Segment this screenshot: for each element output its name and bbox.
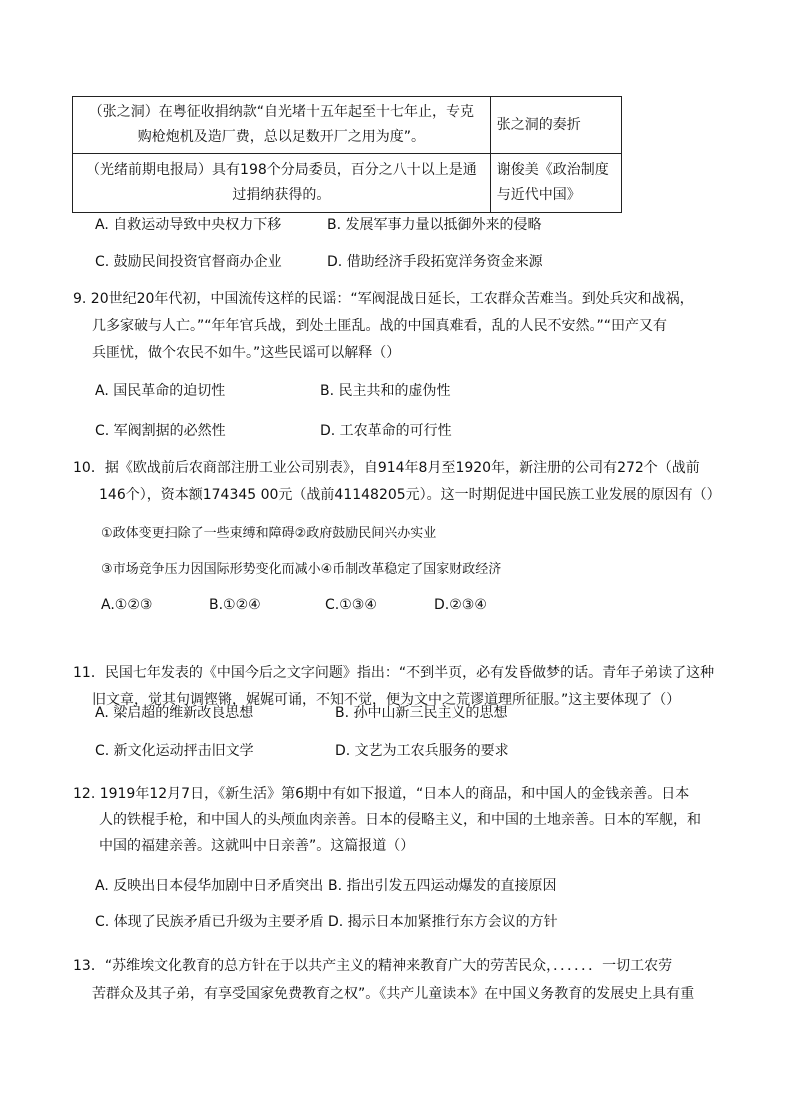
q11-option-b: B. 孙中山新三民主义的思想	[335, 705, 508, 721]
q12-stem-line: 中国的福建亲善。这就叫中日亲善”。这篇报道（）	[99, 838, 415, 854]
q11-stem-line: 旧文章，觉其句调铿锵，娓娓可诵，不知不觉，便为文中之荒谬道理所征服。”这主要体现了（）	[92, 692, 681, 708]
q11-option-c: C. 新文化运动抨击旧文学	[95, 743, 254, 759]
quote-line: 过捐纳获得的。	[232, 187, 331, 203]
q10-statement-line: ③市场竞争压力因国际形势变化而减小④币制改革稳定了国家财政经济	[101, 562, 502, 577]
q9-option-b: B. 民主共和的虚伪性	[320, 383, 451, 399]
q8-option-a: A. 自救运动导致中央权力下移	[95, 217, 282, 233]
q12-stem-line: 人的铁棍手枪，和中国人的头颅血肉亲善。日本的侵略主义，和中国的土地亲善。日本的军舰，和	[99, 812, 701, 828]
q9-option-d: D. 工农革命的可行性	[320, 423, 452, 439]
q10-option-a: A.①②③	[101, 597, 153, 613]
q10-option-b: B.①②④	[209, 597, 261, 613]
q12-option-a: A. 反映出日本侵华加剧中日矛盾突出	[95, 878, 324, 894]
source-line: 谢俊美《政治制度	[496, 162, 609, 178]
table-row	[73, 97, 622, 154]
quote-line: （光绪前期电报局）具有198个分局委员，百分之八十以上是通	[86, 162, 477, 178]
q12-stem-line: 12. 1919年12月7日，《新生活》第6期中有如下报道，“日本人的商品，和中国人的金钱亲善。日本	[73, 786, 690, 802]
q13-stem-line: 苦群众及其子弟，有享受国家免费教育之权”。《共产儿童读本》在中国义务教育的发展史上具有重	[92, 986, 695, 1002]
table-quote-cell	[73, 97, 491, 154]
q10-option-c: C.①③④	[325, 597, 377, 613]
quote-line: 购枪炮机及造厂费，总以足数开厂之用为度”。	[137, 129, 426, 145]
q11-option-d: D. 文艺为工农兵服务的要求	[335, 743, 509, 759]
q12-option-b: B. 指出引发五四运动爆发的直接原因	[328, 878, 557, 894]
source-line: 与近代中国》	[496, 187, 581, 203]
q9-stem-line: 9. 20世纪20年代初，中国流传这样的民谣：“军阀混战日延长，工农群众苦难当。到处兵灾和战祸，	[73, 291, 694, 307]
table-source-cell	[490, 97, 621, 154]
q8-option-c: C. 鼓励民间投资官督商办企业	[95, 254, 282, 270]
source-table	[72, 96, 622, 213]
q9-stem-line: 几多家破与人亡。”“年年官兵战，到处土匪乱。战的中国真难看，乱的人民不安然。”“田产又有	[92, 318, 668, 334]
table-quote-cell	[73, 154, 491, 213]
quote-line: （张之洞）在粤征收捐纳款“自光堵十五年起至十七年止，专克	[88, 104, 475, 120]
table-source-cell	[490, 154, 621, 213]
q10-statement-line: ①政体变更扫除了一些束缚和障碍②政府鼓励民间兴办实业	[101, 526, 437, 541]
q13-stem-line: 13．“苏维埃文化教育的总方针在于以共产主义的精神来教育广大的劳苦民众，．．．．．．一切工农劳	[73, 958, 673, 974]
q9-stem-line: 兵匪忧，做个农民不如牛。”这些民谣可以解释（）	[92, 345, 401, 361]
q9-option-c: C. 军阀割据的必然性	[95, 423, 226, 439]
q10-stem-line: 10．据《欧战前后农商部注册工业公司别表》，自914年8月至1920年，新注册的公司有272个（战前	[73, 460, 700, 476]
q11-option-a: A. 梁启超的维新改良思想	[95, 705, 254, 721]
q8-option-b: B. 发展军事力量以抵御外来的侵略	[327, 217, 542, 233]
table-row	[73, 154, 622, 213]
q12-option-c: C. 体现了民族矛盾已升级为主要矛盾	[95, 914, 324, 930]
source-line: 张之洞的奏折	[496, 116, 581, 133]
q10-option-d: D.②③④	[434, 597, 487, 613]
q9-option-a: A. 国民革命的迫切性	[95, 383, 226, 399]
q10-stem-line: 146个），资本额174345 00元（战前41148205元）。这一时期促进中国民族工业发展的原因有（）	[99, 487, 721, 503]
q12-option-d: D. 揭示日本加紧推行东方会议的方针	[328, 914, 558, 930]
q11-stem-line: 11．民国七年发表的《中国今后之文字问题》指出：“不到半页，必有发昏做梦的话。青年子弟读了这种	[73, 665, 715, 681]
q8-option-d: D. 借助经济手段拓宽洋务资金来源	[327, 254, 543, 270]
